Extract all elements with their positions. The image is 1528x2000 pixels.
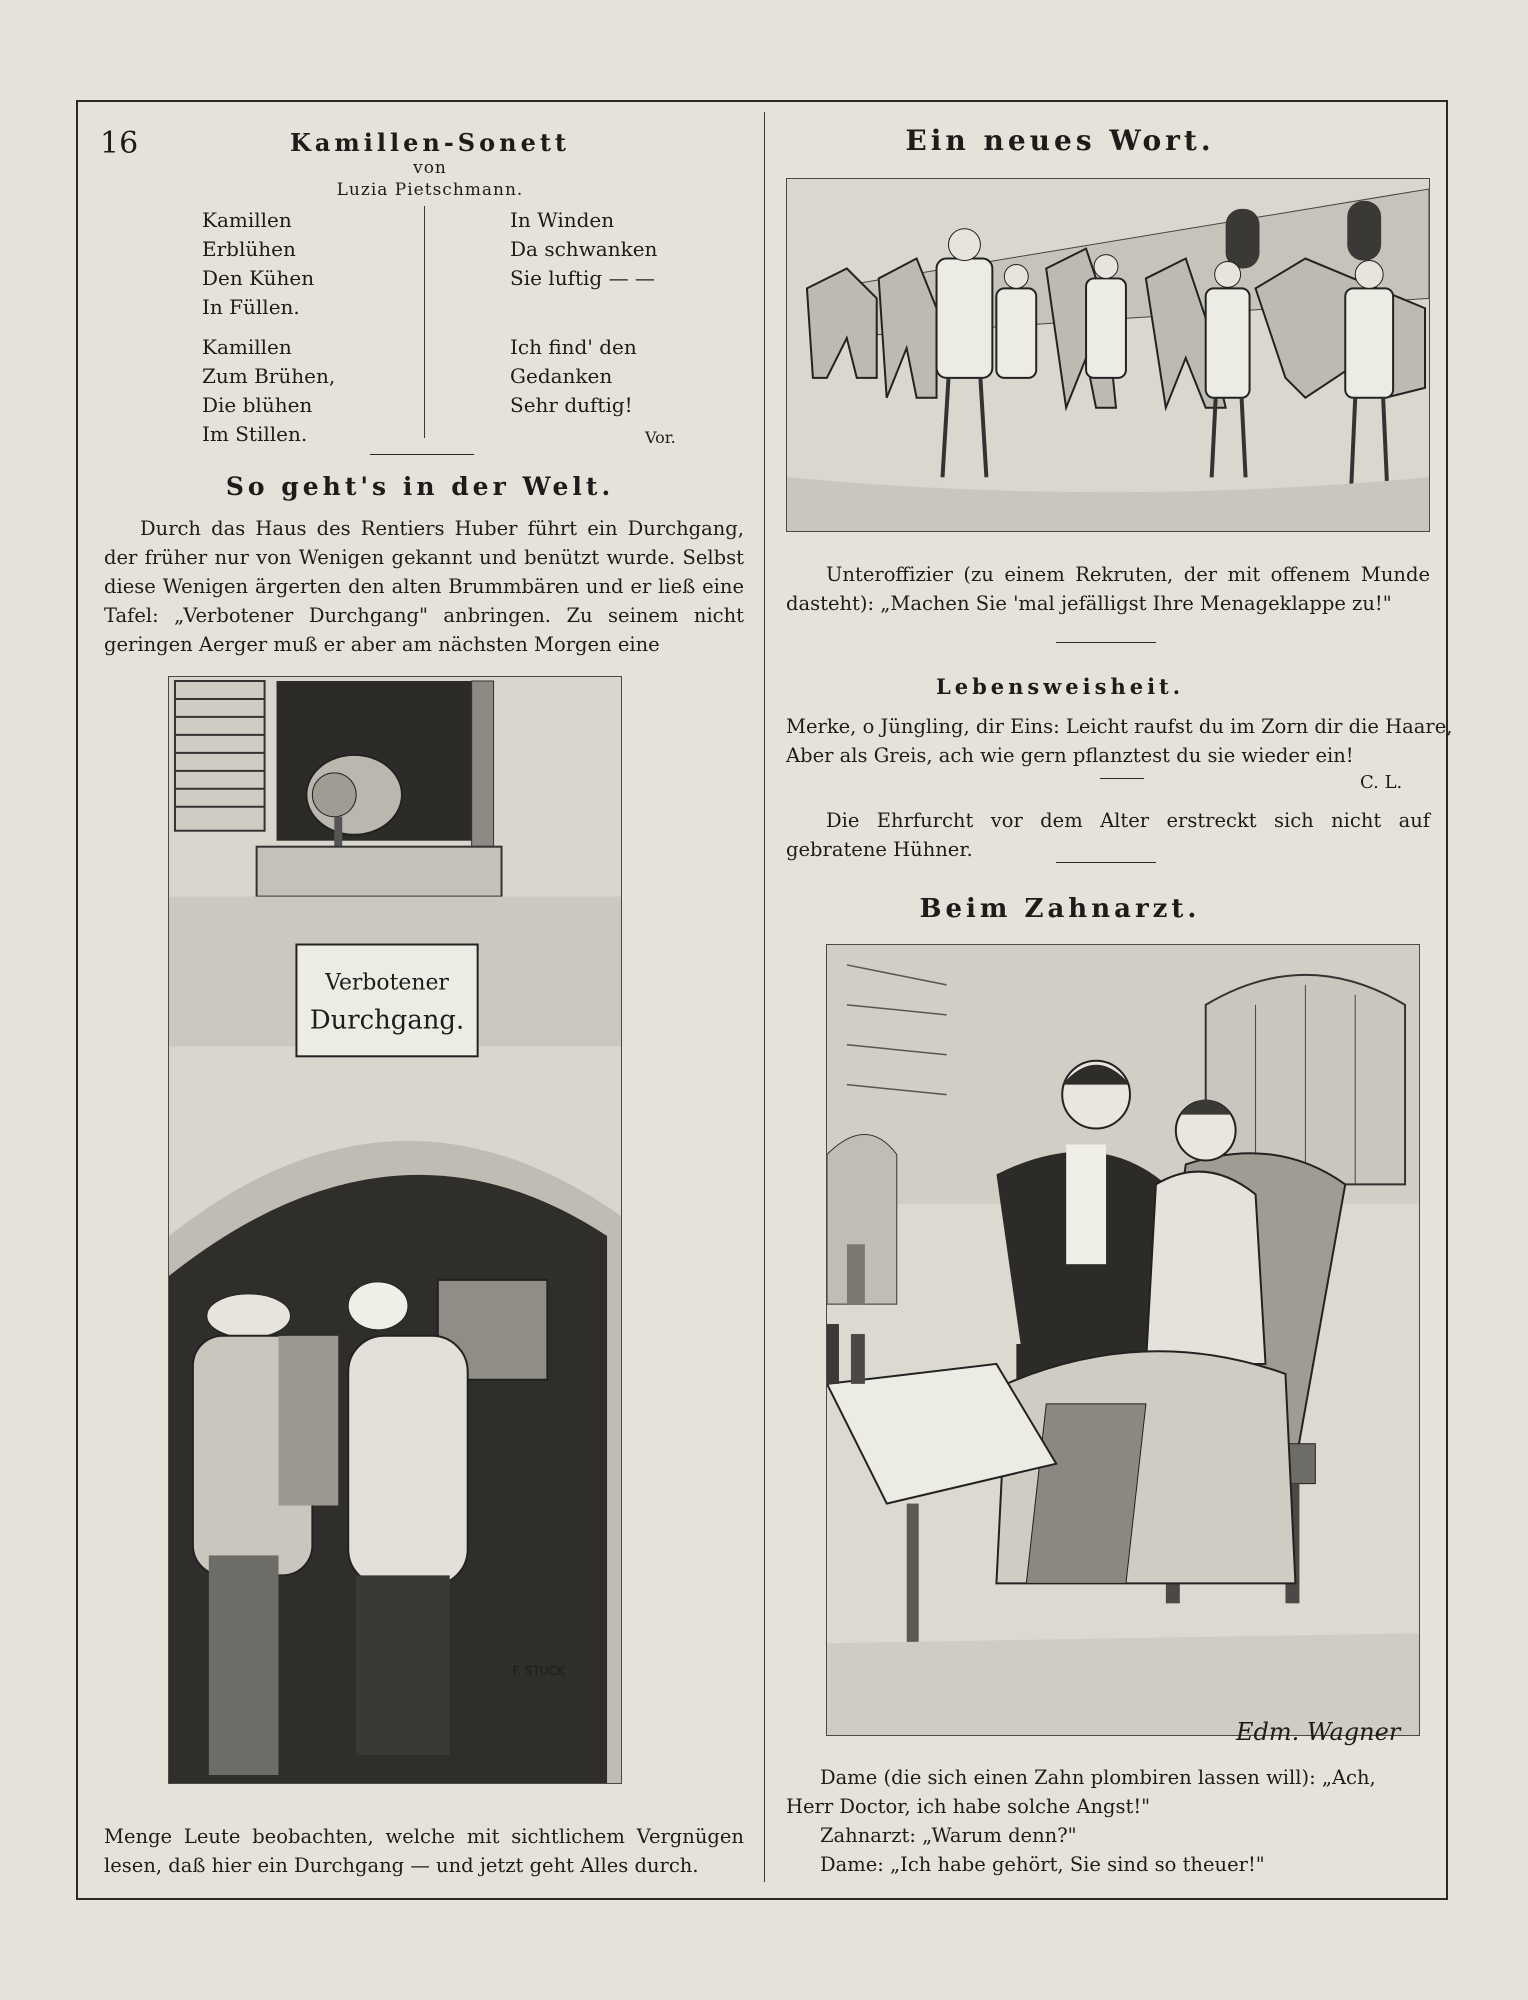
poem-signature: Vor. [645, 428, 676, 447]
passage-drawing [169, 677, 621, 1783]
section-rule [1056, 862, 1156, 863]
column-divider [764, 112, 765, 1882]
poem-line: In Füllen. [202, 295, 300, 319]
dentist-line-4: Dame: „Ich habe gehört, Sie sind so theuer!" [820, 1853, 1265, 1876]
poem-line: Sie luftig — — [510, 266, 655, 290]
poem-author: Luzia Pietschmann. [336, 180, 524, 200]
dentist-artist-signature: Edm. Wagner [1236, 1718, 1401, 1746]
story-text: Durch das Haus des Rentiers Huber führt ein Durchgang, der früher nur von Wenigen gekannt und benützt wurde. Selbst diese Wenigen ärgerten den alten Brummbären und er ließ eine Tafel: „Verbotener Durchgang" anbringen. Zu seinem nicht geringen Aerger muß er aber am nächsten Morgen eine [104, 517, 744, 656]
aphorism-text: Die Ehrfurcht vor dem Alter erstreckt sich nicht auf gebratene Hühner. [786, 809, 1430, 861]
poem-line: Kamillen [202, 208, 292, 232]
poem-line: Sehr duftig! [510, 393, 633, 417]
passage-illustration [168, 676, 622, 1784]
poem-title: Kamillen-Sonett [289, 128, 571, 157]
poem-line: Kamillen [202, 335, 292, 359]
new-word-caption: Unteroffizier (zu einem Rekruten, der mit offenem Munde dasteht): „Machen Sie 'mal jefälligst Ihre Menageklappe zu!" [786, 563, 1430, 615]
dentist-line-1: Dame (die sich einen Zahn plombiren lassen will): „Ach, [820, 1766, 1376, 1789]
poem-line: Die blühen [202, 393, 313, 417]
sign-line-1: Verbotener [325, 970, 449, 996]
poem-divider [424, 206, 425, 438]
soldiers-illustration [786, 178, 1430, 532]
poem-line: Gedanken [510, 364, 613, 388]
section-rule [1056, 642, 1156, 643]
story-title: So geht's in der Welt. [225, 472, 615, 501]
page-number: 16 [100, 126, 139, 161]
poem-line: Zum Brühen, [202, 364, 336, 388]
wisdom-line-1: Merke, o Jüngling, dir Eins: Leicht raufst du im Zorn dir die Haare, [786, 715, 1453, 738]
new-word-title: Ein neues Wort. [905, 124, 1215, 157]
poem-stanza1-right [510, 206, 657, 293]
ornament-line [1100, 774, 1144, 779]
poem-line: Ich find' den [510, 335, 637, 359]
sign-line-2: Durchgang. [309, 1005, 465, 1036]
poem-stanza1-left [202, 206, 314, 322]
poem-line: Den Kühen [202, 266, 315, 290]
section-rule [370, 454, 474, 455]
wisdom-line-2: Aber als Greis, ach wie gern pflanztest du sie wieder ein! [786, 744, 1354, 767]
soldiers-drawing [787, 179, 1429, 531]
dentist-drawing [827, 945, 1419, 1735]
dentist-line-2: Herr Doctor, ich habe solche Angst!" [786, 1795, 1151, 1818]
poem-stanza2-left [202, 333, 335, 449]
artist-signature: F. STUCK [512, 1664, 565, 1679]
story-caption: Menge Leute beobachten, welche mit sichtlichem Vergnügen lesen, daß hier ein Durchgang — und jetzt geht Alles durch. [104, 1825, 744, 1877]
wisdom-signature: C. L. [1360, 772, 1403, 793]
wisdom-title: Lebensweisheit. [935, 674, 1185, 699]
dentist-line-3: Zahnarzt: „Warum denn?" [820, 1824, 1077, 1847]
poem-byline-von: von [413, 158, 447, 178]
dentist-title: Beim Zahnarzt. [919, 894, 1201, 924]
poem-line: In Winden [510, 208, 615, 232]
poem-line: Erblühen [202, 237, 296, 261]
poem-line: Da schwanken [510, 237, 658, 261]
poem-stanza2-right [510, 333, 637, 420]
poem-line: Im Stillen. [202, 422, 308, 446]
dentist-illustration [826, 944, 1420, 1736]
